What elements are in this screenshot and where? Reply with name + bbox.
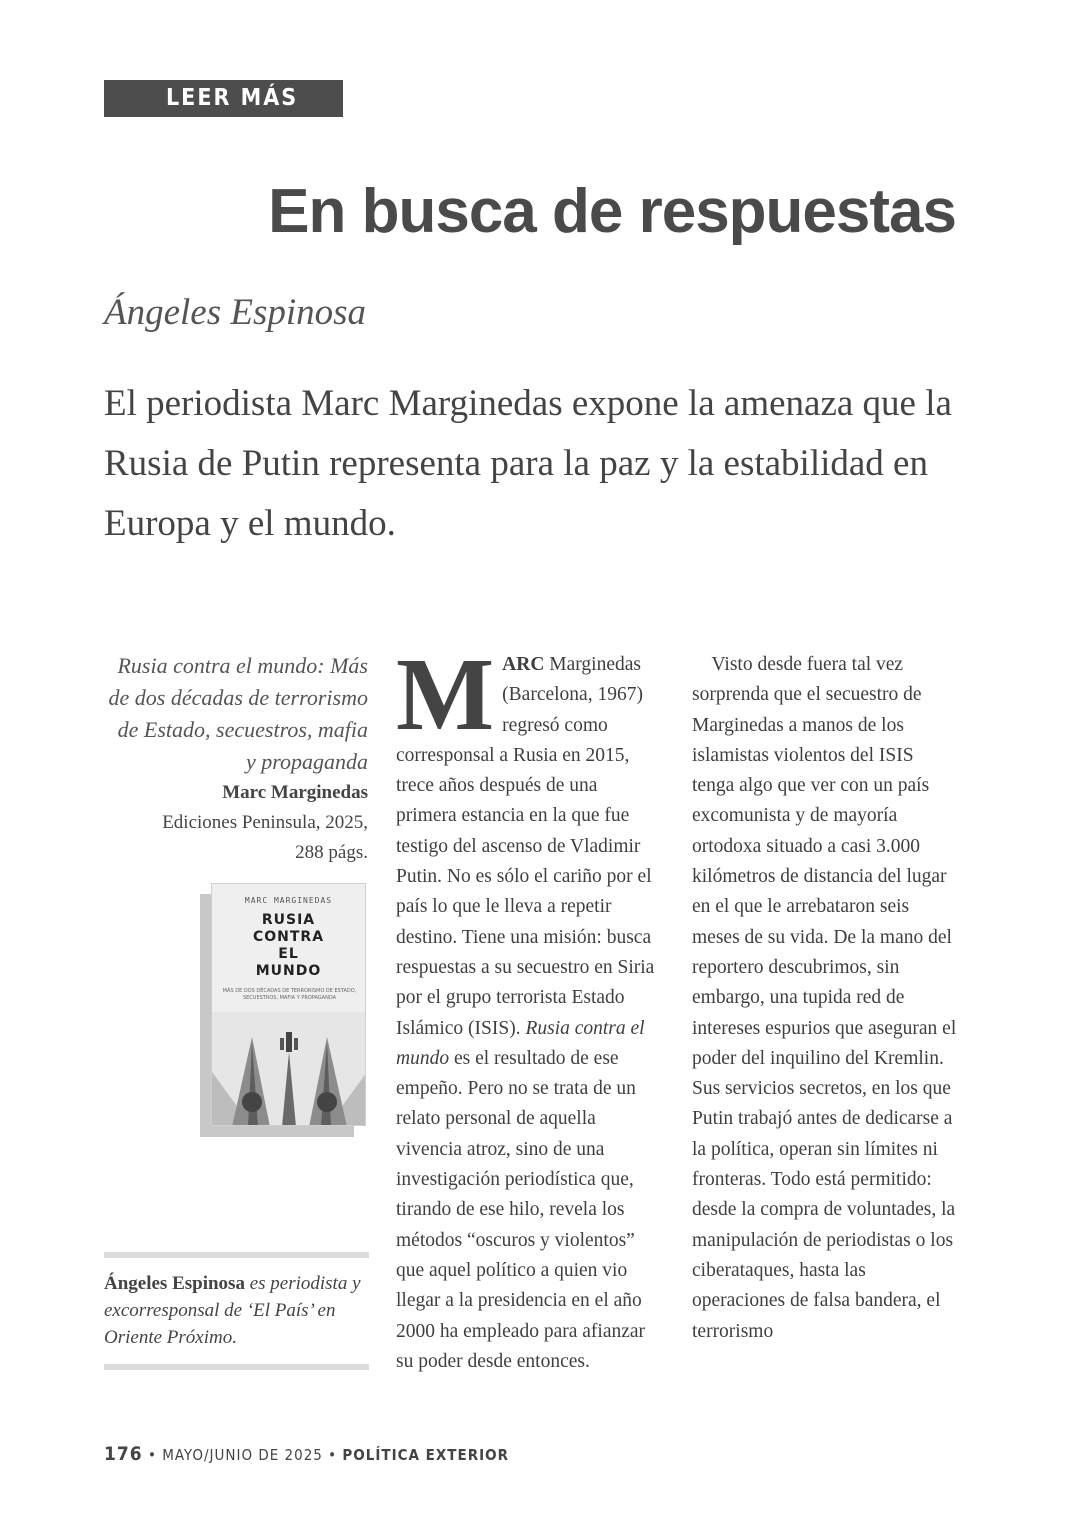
article-title: En busca de respuestas [268,177,956,246]
body-column-1 [396,637,662,1377]
drop-cap: M [396,637,495,752]
body-paragraph-2: Visto desde fuera tal vez sorprenda que el secuestro de Marginedas a manos de los islamistas violentos del ISIS tenga algo que ver con un país excomunista y de mayoría ortodoxa situado a casi 3.000 kilómetros de distancia del lugar en el que le arrebataron seis meses de su vida. De la mano del reportero descubrimos, sin embargo, una tupida red de intereses espurios que aseguran el poder del inquilino del Kremlin. Sus servicios secretos, en los que Putin trabajó antes de dedicarse a la política, operan sin límites ni fronteras. Todo está permitido: desde la compra de voluntades, la manipulación de periodistas o los ciberataques, hasta las operaciones de falsa bandera, el terrorismo [692,654,957,1342]
book-title: Rusia contra el mundo: Más de dos décadas de terrorismo de Estado, secuestros, mafia y propaganda [108,653,368,774]
bio-top-rule [104,1252,369,1258]
page-footer [104,1443,509,1465]
cover-title-line: MUNDO [255,963,322,979]
book-author: Marc Marginedas [222,782,368,803]
book-cover [200,883,366,1137]
book-info [104,650,368,868]
cover-author: MARC MARGINEDAS [244,896,333,905]
article-author: Ángeles Espinosa [104,292,367,333]
magazine-name: POLÍTICA EXTERIOR [342,1446,509,1464]
cover-subtitle: MÁS DE DOS DÉCADAS DE TERRORISMO DE ESTADO, SECUESTROS, MAFIA Y PROPAGANDA [222,988,357,1001]
cover-title-line: RUSIA [261,912,316,928]
book-pages: 288 págs. [295,842,368,863]
section-tag: LEER MÁS [104,80,343,117]
body-paragraph-1a: Marginedas (Barcelona, 1967) regresó como corresponsal a Rusia en 2015, trece años después de una primera estancia en la que fue testigo del ascenso de Vladimir Putin. No es sólo el cariño por el país lo que le lleva a repetir destino. Tiene una misión: busca respuestas a su secuestro en Siria por el grupo terrorista Estado Islámico (ISIS). [396,654,655,1039]
footer-separator: • [142,1446,163,1464]
cover-title-line: EL [278,946,299,962]
bio-name: Ángeles Espinosa [104,1273,245,1294]
issue-date: MAYO/JUNIO DE 2025 [162,1446,323,1464]
footer-separator: • [322,1446,343,1464]
body-paragraph-1b: es el resultado de ese empeño. Pero no se trata de un relato personal de aquella vivencia atroz, sino de una investigación periodística que, tirando de ese hilo, revela los métodos “oscuros y violentos” que aquel político a quien vio llegar a la presidencia en el año 2000 ha empleado para afianzar su poder desde entonces. [396,1047,646,1372]
cover-title [212,912,365,980]
article-lead: El periodista Marc Marginedas expone la amenaza que la Rusia de Putin representa para la paz y la estabilidad en Europa y el mundo. [104,383,952,544]
bio-text: es periodista y excorresponsal de ‘El País’ en Oriente Próximo. [104,1273,361,1348]
page-number: 176 [104,1443,143,1465]
body-column-2 [692,650,960,1347]
bio-bottom-rule [104,1364,369,1370]
cover-missiles-illustration [212,1012,366,1126]
book-reference: Rusia contra el mundo [396,1017,645,1069]
lead-word: ARC [502,654,545,675]
book-publisher: Ediciones Peninsula, 2025, [162,812,368,833]
cover-title-line: CONTRA [252,929,325,945]
book-cover-image [211,883,366,1126]
author-bio [104,1270,374,1351]
